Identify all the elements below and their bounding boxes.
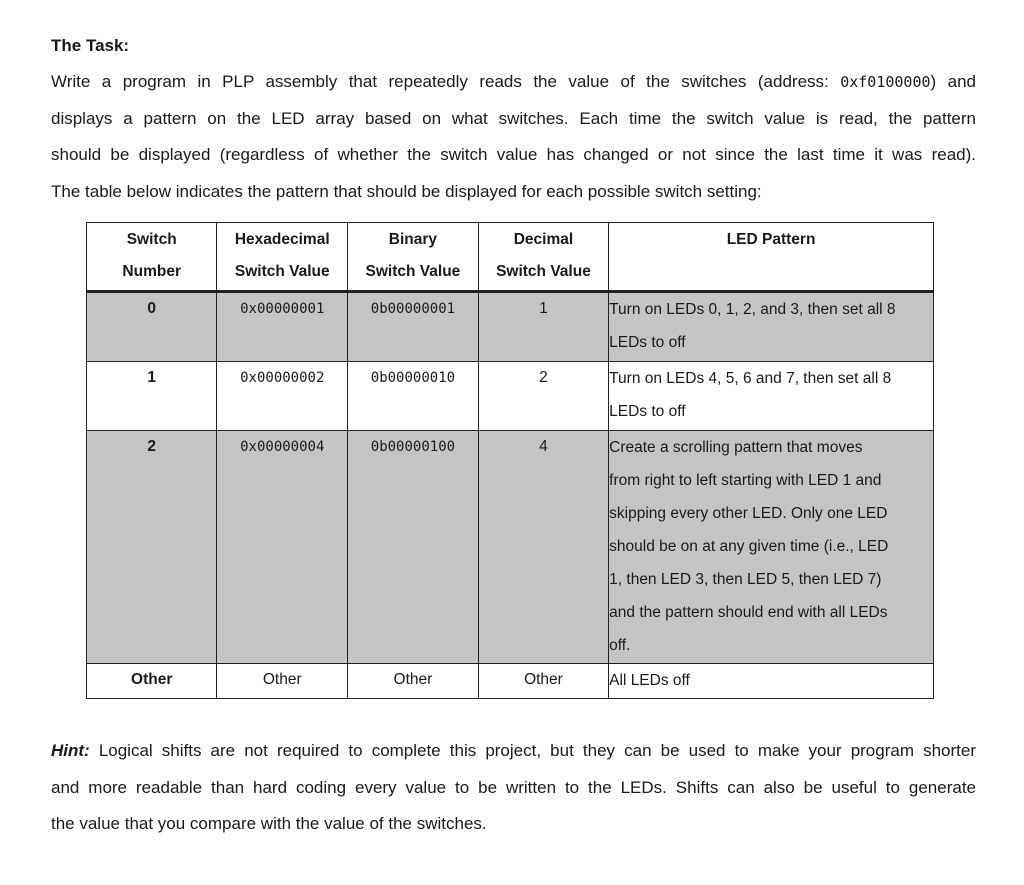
hint-line-3: the value that you compare with the value of the switches. [51,814,487,833]
decimal-value-cell: Other [478,664,608,699]
switch-address: 0xf0100000 [840,73,931,91]
switch-pattern-table [86,222,934,699]
switch-number-cell: 1 [87,362,217,431]
binary-value-cell: 0b00000100 [348,431,479,664]
hex-value-cell: Other [217,664,348,699]
table-row [87,362,934,431]
switch-number-cell: 0 [87,292,217,362]
header-switch-number: Switch Number [87,223,217,292]
led-pattern-cell: Turn on LEDs 0, 1, 2, and 3, then set all 8 LEDs to off [609,292,934,362]
task-line-3: should be displayed (regardless of whether the switch value has changed or not since the last time it was read). [51,145,976,164]
table-row [87,292,934,362]
hex-value-cell: 0x00000004 [217,431,348,664]
led-pattern-cell: All LEDs off [609,664,934,699]
decimal-value-cell: 4 [478,431,608,664]
hint-label: Hint: [51,741,90,760]
binary-value-cell: 0b00000010 [348,362,479,431]
binary-value-cell: Other [348,664,479,699]
hint-line-1: Hint: Logical shifts are not required to complete this project, but they can be used to make your program shorter [51,741,976,760]
task-line-4: The table below indicates the pattern that should be displayed for each possible switch setting: [51,181,762,201]
table-row [87,664,934,699]
task-line-1: Write a program in PLP assembly that repeatedly reads the value of the switches (address: 0xf0100000) and [51,72,977,91]
switch-number-cell: Other [87,664,217,699]
decimal-value-cell: 2 [478,362,608,431]
led-pattern-cell: Turn on LEDs 4, 5, 6 and 7, then set all 8 LEDs to off [609,362,934,431]
header-hex-value: Hexadecimal Switch Value [217,223,348,292]
task-heading: The Task: [51,36,130,55]
table-row [87,431,934,664]
table-header-row [87,223,934,292]
led-pattern-cell: Create a scrolling pattern that moves from right to left starting with LED 1 and skipping every other LED. Only one LED should be on at any given time (i.e., LED 1, then LED 3, then LED 5, then LED 7) and the pattern should end with all LEDs off. [609,431,934,664]
binary-value-cell: 0b00000001 [348,292,479,362]
header-binary-value: Binary Switch Value [348,223,479,292]
header-led-pattern: LED Pattern [609,223,934,292]
hex-value-cell: 0x00000001 [217,292,348,362]
task-line-2: displays a pattern on the LED array based on what switches. Each time the switch value is read, the pattern [51,108,976,128]
hint-paragraph [51,733,976,843]
hex-value-cell: 0x00000002 [217,362,348,431]
header-decimal-value: Decimal Switch Value [478,223,608,292]
task-paragraph [51,64,976,210]
decimal-value-cell: 1 [478,292,608,362]
switch-number-cell: 2 [87,431,217,664]
hint-line-2: and more readable than hard coding every value to be written to the LEDs. Shifts can also be useful to generate [51,777,976,797]
